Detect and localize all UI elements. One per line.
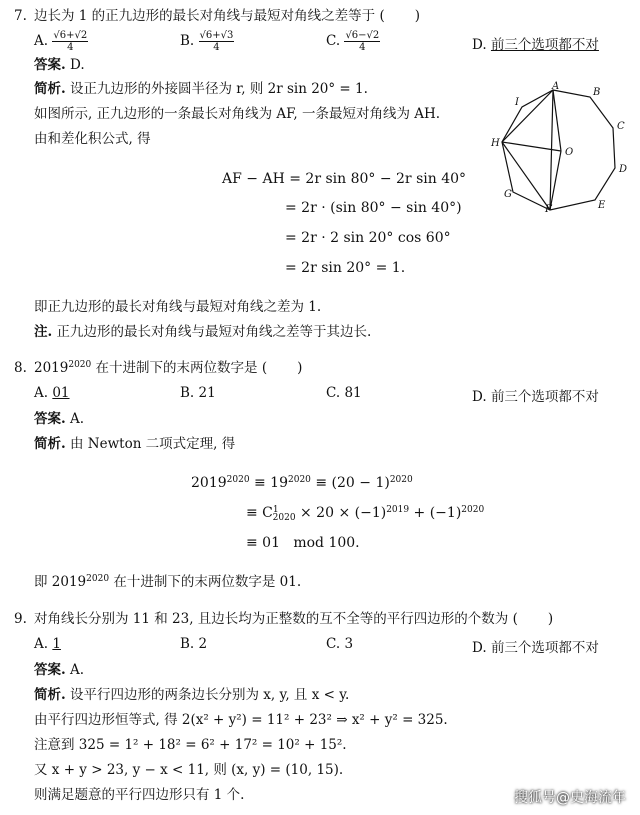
q9-option-b-label: B. xyxy=(180,636,195,652)
label-h: H xyxy=(491,138,500,149)
q7-answer-label: 答案. xyxy=(34,57,66,73)
q9-answer xyxy=(34,661,84,679)
q9-option-c xyxy=(326,636,353,652)
q7-option-d-text: 前三个选项都不对 xyxy=(490,37,599,53)
q7-equation-line-2: = 2r · (sin 80° − sin 40°) xyxy=(285,200,462,216)
q8-analysis-1-text: 由 Newton 二项式定理, 得 xyxy=(70,436,236,452)
q7-answer xyxy=(34,56,85,74)
watermark: 搜狐号@史海流年 xyxy=(514,790,626,806)
q8-option-c-label: C. xyxy=(326,385,341,401)
q7-equation-line-3: = 2r · 2 sin 20° cos 60° xyxy=(285,230,451,246)
q7-analysis-1-text: 设正九边形的外接圆半径为 r, 则 2r sin 20° = 1. xyxy=(70,81,368,97)
q7-option-d-label: D. xyxy=(472,37,487,53)
q8-stem-base: 2019 xyxy=(34,360,69,376)
label-c: C xyxy=(617,121,625,132)
q8-equation-line-2: ≡ $C^1_{2020} \times 20 \times (-1)^{2019} + (-1)^{2020}$ xyxy=(246,505,485,523)
segment-ao xyxy=(553,90,561,151)
q8-option-a-label: A. xyxy=(34,385,49,401)
label-a: A xyxy=(552,81,560,92)
q9-option-c-label: C. xyxy=(326,636,341,652)
q8-option-d xyxy=(472,385,599,405)
nonagon-outline xyxy=(502,90,615,210)
q7-option-b-fraction xyxy=(199,30,235,53)
label-d: D xyxy=(619,164,628,175)
q9-option-d xyxy=(472,636,599,656)
q8-stem-text: 在十进制下的末两位数字是 ( xyxy=(91,360,268,376)
q8-conclusion-post: 在十进制下的末两位数字是 01. xyxy=(109,574,302,590)
q7-note-text: 正九边形的最长对角线与最短对角线之差等于其边长. xyxy=(56,324,372,340)
q9-number: 9. xyxy=(14,611,27,627)
q9-stem xyxy=(34,610,553,628)
q9-answer-label: 答案. xyxy=(34,662,66,678)
q7-option-d xyxy=(472,33,599,53)
q8-equation-line-1: $2019^{2020} \equiv 19^{2020} \equiv (20 - 1)^{2020}$ xyxy=(191,475,413,491)
q8-conclusion-exponent: 2020 xyxy=(86,574,110,584)
q8-option-a-text: 01 xyxy=(52,385,70,401)
q7-number: 7. xyxy=(14,8,27,24)
q7-answer-value: D. xyxy=(70,57,85,73)
q9-option-d-label: D. xyxy=(472,640,487,656)
label-f: F xyxy=(545,204,552,215)
q8-option-c-text: 81 xyxy=(344,385,362,401)
q8-option-a xyxy=(34,385,70,401)
q7-analysis-label: 简析. xyxy=(34,81,66,97)
q9-option-b xyxy=(180,636,207,652)
label-o: O xyxy=(565,147,574,158)
label-e: E xyxy=(598,200,606,211)
q8-analysis-label: 简析. xyxy=(34,436,66,452)
q7-option-b-denominator: 4 xyxy=(213,42,220,53)
label-i: I xyxy=(515,97,519,108)
q9-analysis-5: 则满足题意的平行四边形只有 1 个. xyxy=(34,787,245,803)
q8-number: 8. xyxy=(14,360,27,376)
q7-option-c-label: C. xyxy=(326,33,341,49)
q9-option-a-text: 1 xyxy=(52,636,61,652)
q9-stem-close: ) xyxy=(547,611,554,627)
q7-analysis-3: 由和差化积公式, 得 xyxy=(34,131,151,147)
q7-option-a-denominator: 4 xyxy=(67,42,74,53)
q7-option-c-denominator: 4 xyxy=(359,42,366,53)
q7-analysis-1 xyxy=(34,80,368,98)
q9-analysis-label: 简析. xyxy=(34,687,66,703)
q7-option-a-numerator: √6+√2 xyxy=(53,30,88,41)
q8-answer-value: A. xyxy=(70,411,85,427)
nonagon-figure xyxy=(490,80,630,215)
q7-option-b xyxy=(180,30,234,53)
q9-option-b-text: 2 xyxy=(198,636,208,652)
q7-note xyxy=(34,323,371,341)
q7-stem xyxy=(34,7,420,25)
q8-equation-line-3: ≡ 01 mod 100. xyxy=(246,535,360,551)
q8-option-d-label: D. xyxy=(472,389,487,405)
q8-option-b xyxy=(180,385,216,401)
label-g: G xyxy=(504,189,512,200)
q7-analysis-2: 如图所示, 正九边形的一条最长对角线为 AF, 一条最短对角线为 AH. xyxy=(34,106,441,122)
diagonal-ah xyxy=(502,90,553,142)
q8-stem-close: ) xyxy=(297,360,303,376)
q9-analysis-4: 又 x + y > 23, y − x < 11, 则 (x, y) = (10, 15). xyxy=(34,762,344,778)
q8-answer xyxy=(34,410,84,428)
q8-answer-label: 答案. xyxy=(34,411,66,427)
q7-stem-close: ) xyxy=(414,8,421,24)
q7-note-label: 注. xyxy=(34,324,53,340)
q9-option-a xyxy=(34,636,61,652)
q7-option-b-numerator: √6+√3 xyxy=(199,30,234,41)
q7-equation-line-1: AF − AH = 2r sin 80° − 2r sin 40° xyxy=(222,171,467,187)
q9-option-c-text: 3 xyxy=(344,636,354,652)
q9-answer-value: A. xyxy=(70,662,85,678)
q7-option-b-label: B. xyxy=(180,33,195,49)
q8-stem-exponent: 2020 xyxy=(68,360,92,370)
q7-stem-text: 边长为 1 的正九边形的最长对角线与最短对角线之差等于 ( xyxy=(34,8,385,24)
q8-stem xyxy=(34,359,302,377)
q8-option-d-text: 前三个选项都不对 xyxy=(490,389,599,405)
q9-analysis-2: 由平行四边形恒等式, 得 2(x² + y²) = 11² + 23² ⇒ x² + y² = 325. xyxy=(34,712,448,728)
q9-option-d-text: 前三个选项都不对 xyxy=(490,640,599,656)
q7-option-a xyxy=(34,30,88,53)
q9-analysis-3: 注意到 325 = 1² + 18² = 6² + 17² = 10² + 15². xyxy=(34,737,347,753)
q7-option-c-numerator: √6−√2 xyxy=(345,30,380,41)
q7-option-c-fraction xyxy=(344,30,380,53)
label-b: B xyxy=(593,87,601,98)
q7-conclusion: 即正九边形的最长对角线与最短对角线之差为 1. xyxy=(34,299,322,315)
q7-option-c xyxy=(326,30,380,53)
q9-option-a-label: A. xyxy=(34,636,49,652)
q7-equation-line-4: = 2r sin 20° = 1. xyxy=(285,260,406,276)
q8-option-c xyxy=(326,385,362,401)
q8-conclusion-pre: 即 2019 xyxy=(34,574,87,590)
q7-option-a-fraction xyxy=(52,30,88,53)
q8-conclusion xyxy=(34,573,301,591)
q8-option-b-label: B. xyxy=(180,385,195,401)
q8-option-b-text: 21 xyxy=(198,385,216,401)
q8-analysis-1 xyxy=(34,435,235,453)
q9-stem-text: 对角线长分别为 11 和 23, 且边长均为正整数的互不全等的平行四边形的个数为 ( xyxy=(34,611,518,627)
q7-option-a-label: A. xyxy=(34,33,49,49)
q9-analysis-1-text: 设平行四边形的两条边长分别为 x, y, 且 x < y. xyxy=(70,687,350,703)
q9-analysis-1 xyxy=(34,686,349,704)
